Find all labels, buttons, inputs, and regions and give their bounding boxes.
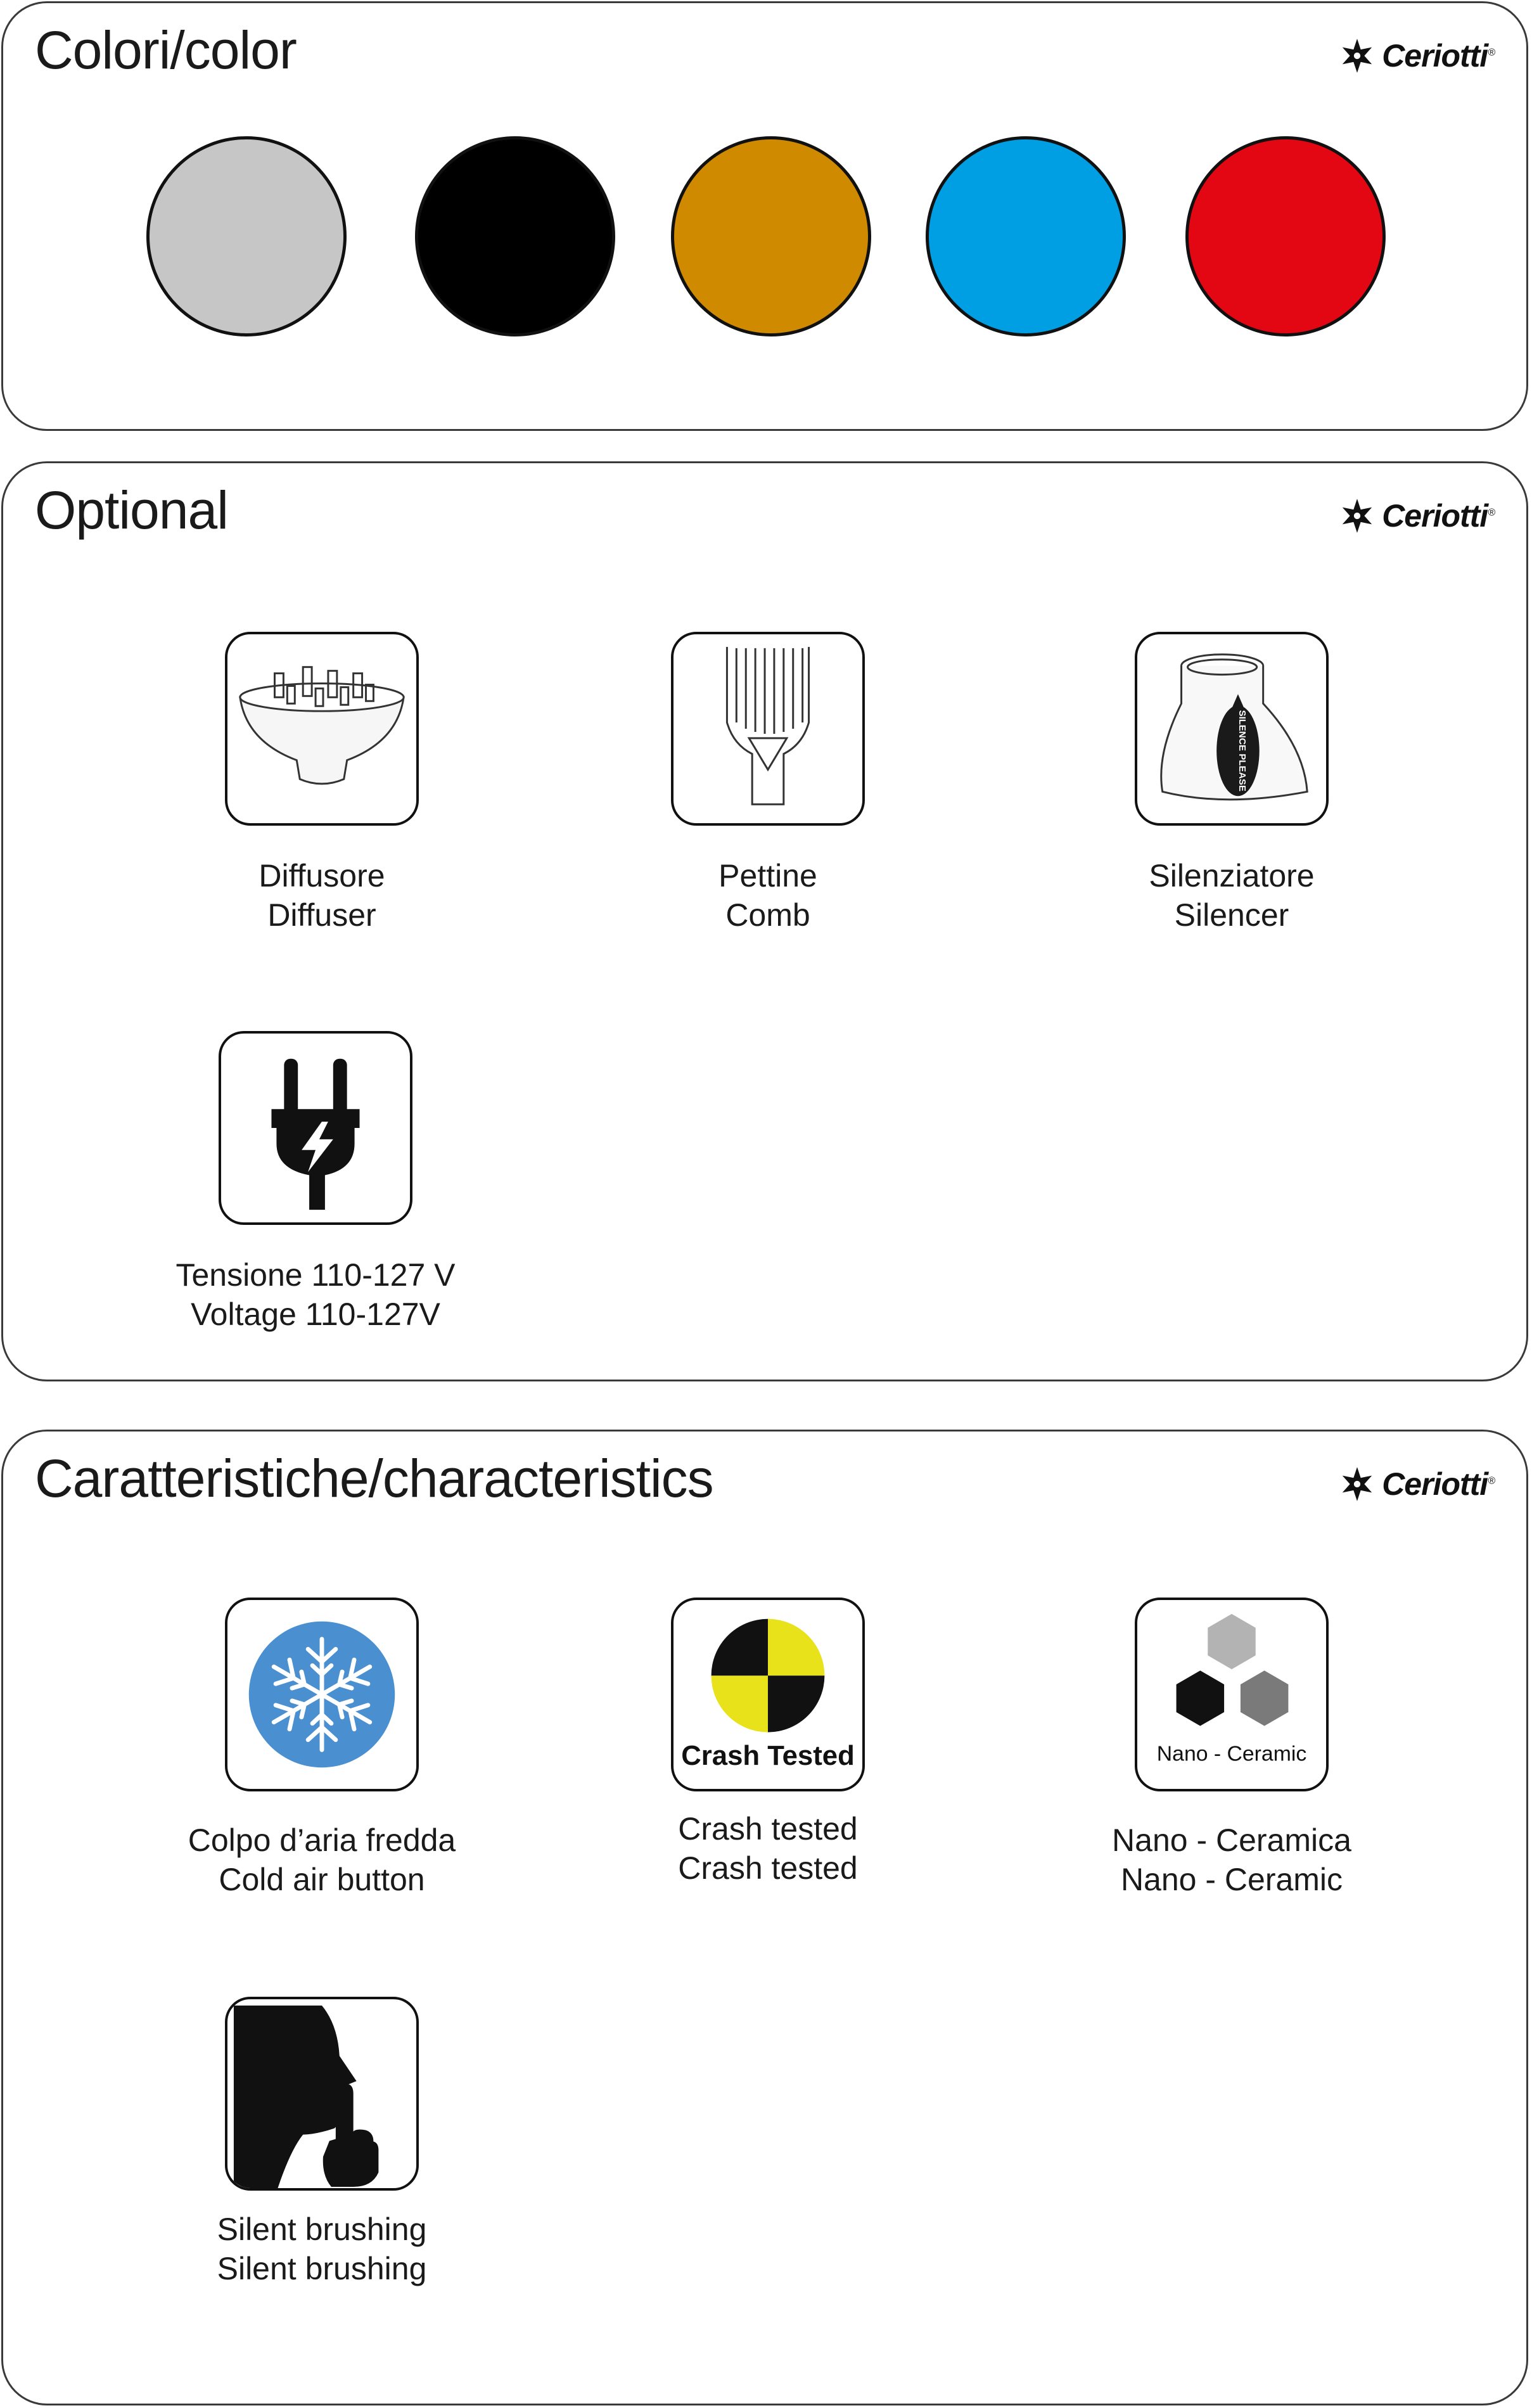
optional-panel [1,461,1528,1381]
voltage-label-en: Voltage 110-127V [191,1297,440,1332]
nano-ceramic-label-en: Nano - Ceramic [1120,1862,1343,1897]
nano-ceramic-label-it: Nano - Ceramica [1112,1822,1351,1858]
comb-tile[interactable] [671,632,865,826]
voltage-label-it: Tensione 110-127 V [176,1257,456,1293]
cold-air-label-en: Cold air button [219,1862,425,1897]
silencer-tile[interactable] [1135,632,1329,826]
diffuser-label-en: Diffuser [267,897,376,933]
crash-tested-caption [578,1809,958,1888]
colors-panel [1,1,1528,431]
comb-icon [673,634,862,823]
brand-logo [1337,34,1495,78]
characteristics-panel [1,1430,1528,2405]
silence-please-badge: SILENCE PLEASE [1236,710,1247,791]
color-swatch-gold[interactable] [671,136,871,336]
crash-tested-label-it: Crash tested [678,1811,858,1847]
voltage-caption [125,1255,506,1334]
diffuser-tile[interactable] [225,632,419,826]
brand-star-icon [1337,1464,1377,1504]
brand-name: Ceriotti® [1382,38,1495,74]
diffuser-caption [132,856,512,935]
crash-tested-label-en: Crash tested [678,1850,858,1886]
silent-brushing-label-it: Silent brushing [217,2212,427,2247]
brand-logo [1337,1462,1495,1506]
crash-tested-tile[interactable] [671,1598,865,1791]
comb-label-it: Pettine [718,858,817,893]
snowflake-icon [227,1600,416,1789]
cold-air-caption [132,1821,512,1899]
silent-brushing-tile[interactable] [225,1997,419,2191]
color-swatch-black[interactable] [415,136,615,336]
color-swatch-silver[interactable] [146,136,347,336]
characteristics-title: Caratteristiche/characteristics [35,1449,713,1508]
silent-brushing-label-en: Silent brushing [217,2251,427,2286]
optional-title: Optional [35,480,228,540]
comb-label-en: Comb [725,897,810,933]
nano-ceramic-badge: Nano - Ceramic [1156,1741,1307,1766]
cold-air-tile[interactable] [225,1598,419,1791]
silencer-icon [1137,634,1326,823]
silent-face-icon [227,1999,416,2188]
comb-caption [578,856,958,935]
brand-star-icon [1337,36,1377,75]
color-swatch-red[interactable] [1185,136,1386,336]
brand-name: Ceriotti® [1382,1466,1495,1502]
crash-test-icon [673,1600,862,1789]
colors-title: Colori/color [35,20,297,80]
cold-air-label-it: Colpo d’aria fredda [188,1822,456,1858]
diffuser-icon [227,634,416,823]
plug-tile[interactable] [219,1031,412,1225]
nano-ceramic-icon [1137,1600,1326,1789]
brand-name: Ceriotti® [1382,498,1495,534]
plug-icon [221,1034,410,1222]
nano-ceramic-tile[interactable] [1135,1598,1329,1791]
crash-tested-badge: Crash Tested [681,1740,855,1772]
silencer-label-en: Silencer [1174,897,1289,933]
brand-star-icon [1337,496,1377,535]
diffuser-label-it: Diffusore [259,858,385,893]
color-swatch-blue[interactable] [926,136,1126,336]
nano-ceramic-caption [1042,1821,1422,1899]
brand-logo [1337,494,1495,538]
silent-brushing-caption [132,2210,512,2288]
silencer-caption [1042,856,1422,935]
silencer-label-it: Silenziatore [1149,858,1315,893]
